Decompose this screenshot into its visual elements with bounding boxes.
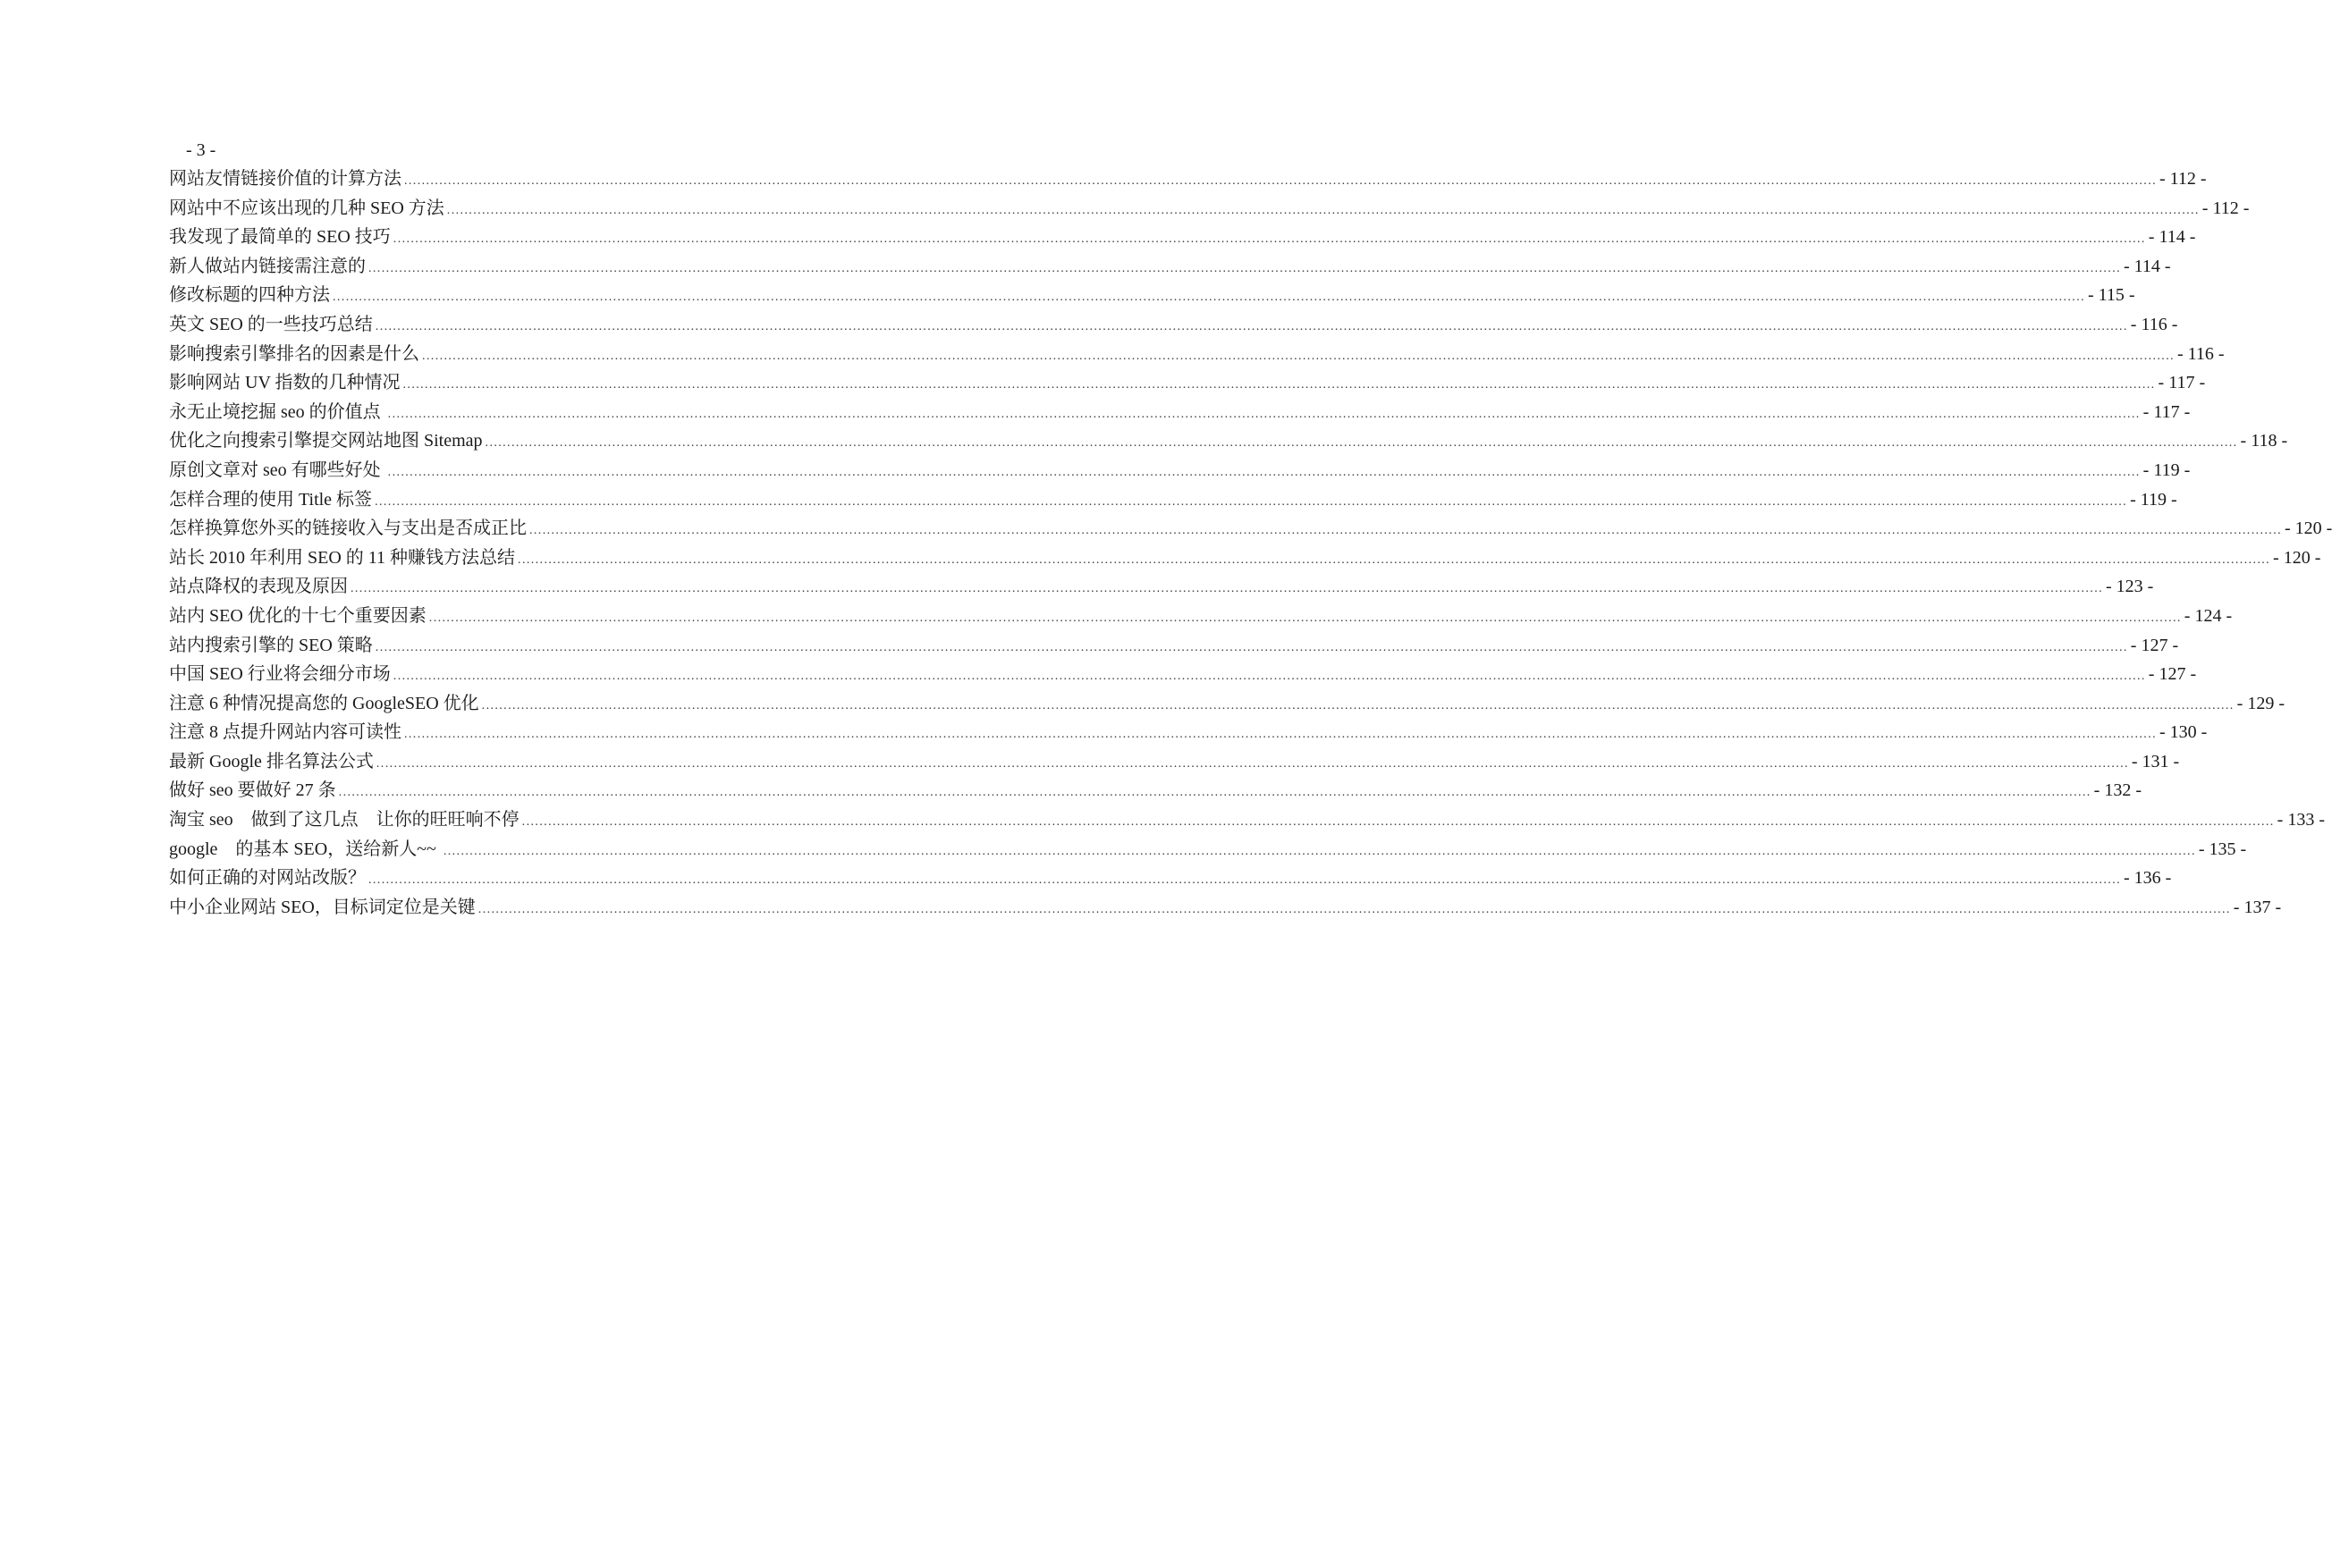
toc-dot-leader: ................................................................................................................................................................................................................................................................................................................................................................................................................: [368, 261, 2121, 275]
toc-entry[interactable]: [169, 631, 2179, 661]
toc-entry-title: 做好 seo 要做好 27 条: [169, 780, 336, 801]
toc-entry-title: 中国 SEO 行业将会细分市场: [169, 664, 391, 685]
toc-entry-page-number: - 133 -: [2277, 810, 2325, 830]
toc-dot-leader: ................................................................................................................................................................................................................................................................................................................................................................................................................: [387, 407, 2141, 421]
toc-entry[interactable]: [169, 747, 2180, 777]
toc-entry-title: 优化之向搜索引擎提交网站地图 Sitemap: [169, 431, 483, 451]
page-header-number: - 3 -: [186, 140, 216, 160]
toc-entry[interactable]: [169, 194, 2250, 223]
toc-entry-title: 我发现了最简单的 SEO 技巧: [169, 227, 391, 248]
toc-entry-title: 注意 6 种情况提高您的 GoogleSEO 优化: [169, 693, 479, 713]
toc-entry[interactable]: [169, 893, 2282, 923]
toc-dot-leader: ................................................................................................................................................................................................................................................................................................................................................................................................................: [477, 902, 2231, 916]
toc-dot-leader: ................................................................................................................................................................................................................................................................................................................................................................................................................: [404, 174, 2157, 188]
toc-entry-title: 修改标题的四种方法: [169, 285, 330, 306]
toc-entry-page-number: - 135 -: [2198, 839, 2247, 859]
toc-entry-page-number: - 130 -: [2159, 722, 2208, 743]
toc-dot-leader: ................................................................................................................................................................................................................................................................................................................................................................................................................: [402, 378, 2156, 392]
toc-dot-leader: ................................................................................................................................................................................................................................................................................................................................................................................................................: [375, 319, 2128, 333]
toc-dot-leader: ................................................................................................................................................................................................................................................................................................................................................................................................................: [446, 203, 2200, 217]
toc-entry-page-number: - 120 -: [2285, 518, 2332, 539]
toc-entry-page-number: - 129 -: [2236, 693, 2285, 713]
toc-dot-leader: ................................................................................................................................................................................................................................................................................................................................................................................................................: [485, 436, 2238, 451]
toc-dot-leader: ................................................................................................................................................................................................................................................................................................................................................................................................................: [422, 349, 2175, 363]
toc-entry-page-number: - 112 -: [2201, 198, 2250, 218]
toc-entry-title: 英文 SEO 的一些技巧总结: [169, 314, 373, 334]
toc-entry[interactable]: [169, 776, 2142, 805]
toc-entry-title: 站长 2010 年利用 SEO 的 11 种赚钱方法总结: [169, 547, 516, 568]
toc-entry-title: 怎样换算您外买的链接收入与支出是否成正比: [169, 518, 527, 539]
toc-entry[interactable]: [169, 485, 2177, 515]
toc-dot-leader: ................................................................................................................................................................................................................................................................................................................................................................................................................: [428, 611, 2182, 625]
toc-entry-title: 影响网站 UV 指数的几种情况: [169, 373, 401, 393]
toc-entry-page-number: - 115 -: [2088, 285, 2135, 306]
toc-entry-page-number: - 117 -: [2142, 401, 2191, 422]
toc-entry-title: 新人做站内链接需注意的: [169, 256, 366, 276]
toc-entry-page-number: - 127 -: [2130, 635, 2179, 655]
toc-entry-title: 中小企业网站 SEO，目标词定位是关键: [169, 897, 476, 917]
toc-entry[interactable]: [169, 456, 2191, 485]
toc-entry-title: 影响搜索引擎排名的因素是什么: [169, 343, 419, 364]
toc-entry-title: 淘宝 seo 做到了这几点 让你的旺旺响不停: [169, 810, 520, 830]
toc-entry-page-number: - 132 -: [2093, 780, 2142, 801]
toc-entry-page-number: - 119 -: [2130, 489, 2177, 510]
toc-entry-page-number: - 119 -: [2142, 459, 2191, 480]
toc-dot-leader: ................................................................................................................................................................................................................................................................................................................................................................................................................: [404, 728, 2157, 742]
toc-entry-page-number: - 127 -: [2148, 664, 2197, 685]
toc-entry-title: google 的基本 SEO，送给新人~~: [169, 839, 441, 859]
toc-entry[interactable]: [169, 660, 2197, 689]
toc-entry-page-number: - 118 -: [2240, 431, 2288, 451]
toc-entry[interactable]: [169, 864, 2172, 893]
toc-entry-page-number: - 114 -: [2148, 227, 2196, 248]
toc-entry[interactable]: [169, 310, 2178, 340]
toc-dot-leader: ................................................................................................................................................................................................................................................................................................................................................................................................................: [368, 873, 2121, 888]
toc-entry[interactable]: [169, 368, 2206, 398]
toc-entry-title: 如何正确的对网站改版？: [169, 868, 366, 889]
toc-entry-page-number: - 136 -: [2124, 868, 2172, 889]
toc-entry[interactable]: [169, 835, 2247, 864]
toc-dot-leader: ................................................................................................................................................................................................................................................................................................................................................................................................................: [529, 524, 2282, 538]
toc-entry-page-number: - 114 -: [2124, 256, 2171, 276]
toc-entry[interactable]: [169, 398, 2191, 427]
toc-entry[interactable]: [169, 426, 2288, 456]
toc-entry[interactable]: [169, 514, 2332, 544]
toc-entry-page-number: - 112 -: [2159, 169, 2207, 189]
toc-dot-leader: ................................................................................................................................................................................................................................................................................................................................................................................................................: [351, 582, 2103, 596]
toc-entry-title: 注意 8 点提升网站内容可读性: [169, 722, 401, 743]
toc-dot-leader: ................................................................................................................................................................................................................................................................................................................................................................................................................: [338, 786, 2091, 800]
toc-entry[interactable]: [169, 572, 2154, 602]
toc-entry-title: 站内搜索引擎的 SEO 策略: [169, 635, 373, 655]
table-of-contents: [169, 164, 2332, 922]
toc-dot-leader: ................................................................................................................................................................................................................................................................................................................................................................................................................: [521, 815, 2275, 830]
toc-entry-page-number: - 120 -: [2273, 547, 2321, 568]
toc-dot-leader: ................................................................................................................................................................................................................................................................................................................................................................................................................: [376, 756, 2129, 771]
toc-dot-leader: ................................................................................................................................................................................................................................................................................................................................................................................................................: [375, 494, 2128, 509]
toc-entry-page-number: - 137 -: [2233, 897, 2282, 917]
toc-dot-leader: ................................................................................................................................................................................................................................................................................................................................................................................................................: [481, 698, 2235, 712]
toc-entry-page-number: - 116 -: [2177, 343, 2225, 364]
toc-entry-title: 网站中不应该出现的几种 SEO 方法: [169, 198, 444, 218]
toc-entry[interactable]: [169, 689, 2285, 719]
toc-entry-title: 最新 Google 排名算法公式: [169, 751, 374, 771]
toc-dot-leader: ................................................................................................................................................................................................................................................................................................................................................................................................................: [393, 232, 2146, 247]
toc-entry-title: 怎样合理的使用 Title 标签: [169, 489, 373, 510]
toc-entry[interactable]: [169, 718, 2208, 747]
toc-entry-page-number: - 131 -: [2131, 751, 2180, 771]
toc-entry-title: 原创文章对 seo 有哪些好处: [169, 459, 385, 480]
toc-entry-title: 站内 SEO 优化的十七个重要因素: [169, 605, 427, 626]
toc-entry[interactable]: [169, 340, 2225, 369]
toc-entry[interactable]: [169, 602, 2233, 631]
toc-entry[interactable]: [169, 223, 2196, 252]
toc-entry[interactable]: [169, 544, 2321, 573]
toc-entry-page-number: - 124 -: [2184, 605, 2233, 626]
toc-entry-page-number: - 116 -: [2130, 314, 2178, 334]
toc-dot-leader: ................................................................................................................................................................................................................................................................................................................................................................................................................: [375, 640, 2128, 654]
toc-dot-leader: ................................................................................................................................................................................................................................................................................................................................................................................................................: [518, 552, 2271, 567]
toc-entry-title: 站点降权的表现及原因: [169, 577, 348, 597]
toc-entry-title: 网站友情链接价值的计算方法: [169, 169, 401, 189]
toc-entry-title: 永无止境挖掘 seo 的价值点: [169, 401, 385, 422]
toc-entry-page-number: - 123 -: [2106, 577, 2154, 597]
toc-dot-leader: ................................................................................................................................................................................................................................................................................................................................................................................................................: [393, 670, 2146, 684]
toc-dot-leader: ................................................................................................................................................................................................................................................................................................................................................................................................................: [387, 465, 2141, 479]
toc-entry[interactable]: [169, 805, 2325, 835]
toc-entry[interactable]: [169, 281, 2135, 310]
toc-entry-page-number: - 117 -: [2158, 373, 2206, 393]
toc-dot-leader: ................................................................................................................................................................................................................................................................................................................................................................................................................: [443, 844, 2196, 858]
toc-entry[interactable]: [169, 164, 2207, 194]
toc-dot-leader: ................................................................................................................................................................................................................................................................................................................................................................................................................: [333, 291, 2085, 305]
toc-entry[interactable]: [169, 252, 2171, 282]
